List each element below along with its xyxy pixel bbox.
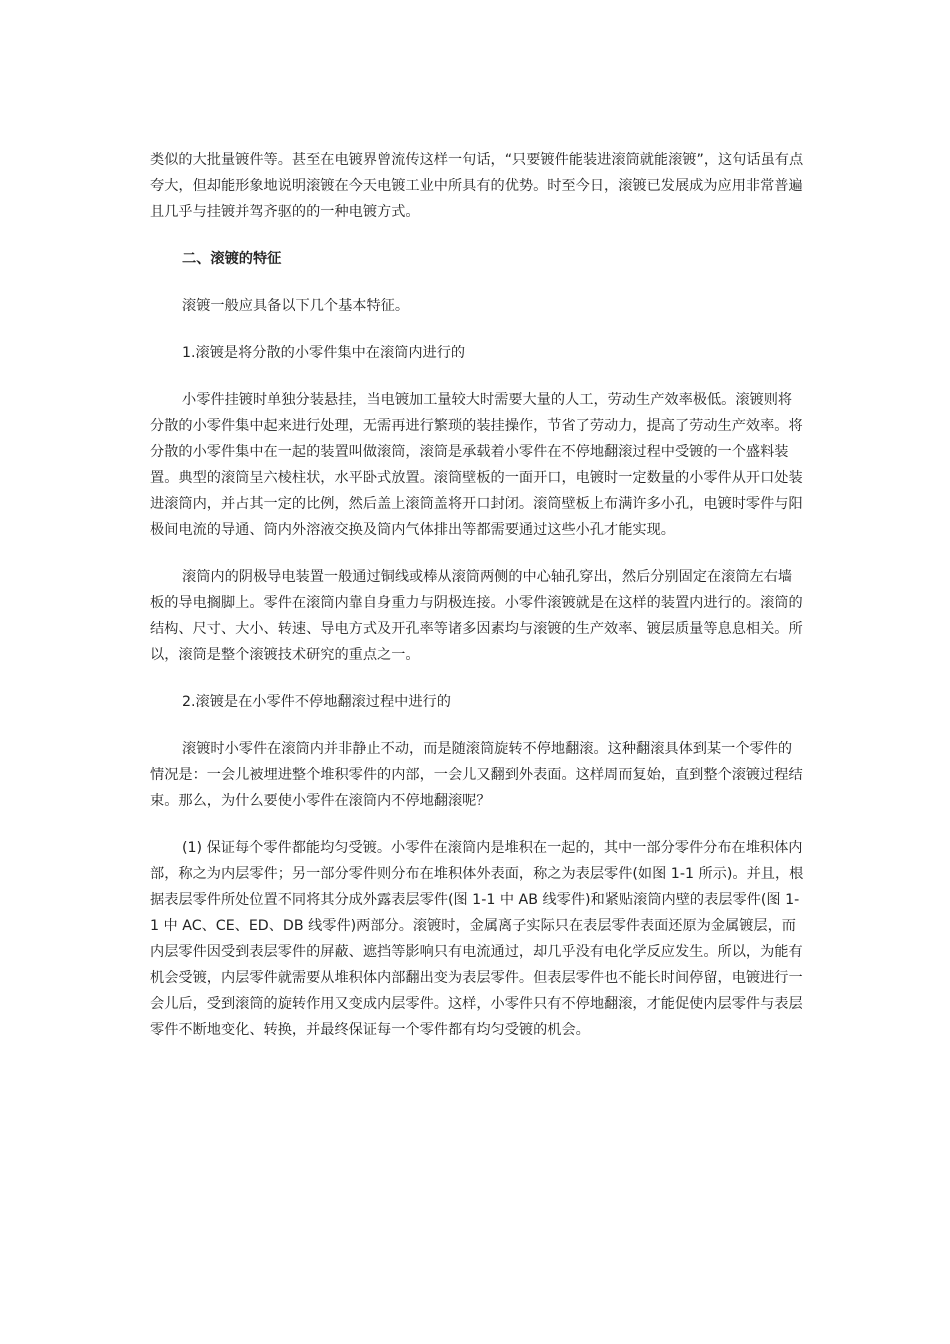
- intro-paragraph: 类似的大批量镀件等。甚至在电镀界曾流传这样一句话，“只要镀件能装进滚筒就能滚镀”，这句话虽有点夸大，但却能形象地说明滚镀在今天电镀工业中所具有的优势。时至今日，滚镀已发展成为应用非常普遍且几乎与挂镀并驾齐驱的的一种电镀方式。: [150, 152, 804, 220]
- feature-2-paragraph-1: 滚镀时小零件在滚筒内并非静止不动，而是随滚筒旋转不停地翻滚。这种翻滚具体到某一个零件的情况是：一会儿被埋进整个堆积零件的内部，一会儿又翻到外表面。这样周而复始，直到整个滚镀过程结束。那么，为什么要使小零件在滚筒内不停地翻滚呢？: [150, 741, 803, 809]
- feature-1-paragraph-2: 滚筒内的阴极导电装置一般通过铜线或棒从滚筒两侧的中心轴孔穿出，然后分别固定在滚筒左右墙板的导电搁脚上。零件在滚筒内靠自身重力与阴极连接。小零件滚镀就是在这样的装置内进行的。滚筒的结构、尺寸、大小、转速、导电方式及开孔率等诸多因素均与滚镀的生产效率、镀层质量等息息相关。所以，滚筒是整个滚镀技术研究的重点之一。: [150, 569, 803, 663]
- feature-2-title: 2.滚镀是在小零件不停地翻滚过程中进行的: [182, 694, 451, 710]
- section-heading: 二、滚镀的特征: [182, 251, 282, 267]
- feature-1-paragraph-1: 小零件挂镀时单独分装悬挂，当电镀加工量较大时需要大量的人工，劳动生产效率极低。滚镀则将分散的小零件集中起来进行处理，无需再进行繁琐的装挂操作，节省了劳动力，提高了劳动生产效率。将分散的小零件集中在一起的装置叫做滚筒，滚筒是承载着小零件在不停地翻滚过程中受镀的一个盛料装置。典型的滚筒呈六棱柱状，水平卧式放置。滚筒壁板的一面开口，电镀时一定数量的小零件从开口处装进滚筒内，并占其一定的比例，然后盖上滚筒盖将开口封闭。滚筒壁板上布满许多小孔，电镀时零件与阳极间电流的导通、筒内外溶液交换及筒内气体排出等都需要通过这些小孔才能实现。: [150, 392, 803, 538]
- features-intro-paragraph: 滚镀一般应具备以下几个基本特征。: [182, 298, 410, 314]
- feature-2-paragraph-2: (1) 保证每个零件都能均匀受镀。小零件在滚筒内是堆积在一起的，其中一部分零件分布在堆积体内部，称之为内层零件；另一部分零件则分布在堆积体外表面，称之为表层零件(如图 1-1 所示)。并且，根据表层零件所处位置不同将其分成外露表层零件(图 1-1 中 AB 线零件)和紧贴滚筒内壁的表层零件(图 1-1 中 AC、CE、ED、DB 线零件)两部分。滚镀时，金属离子实际只在表层零件表面还原为金属镀层，而内层零件因受到表层零件的屏蔽、遮挡等影响只有电流通过，却几乎没有电化学反应发生。所以，为能有机会受镀，内层零件就需要从堆积体内部翻出变为表层零件。但表层零件也不能长时间停留，电镀进行一会儿后，受到滚筒的旋转作用又变成内层零件。这样，小零件只有不停地翻滚，才能促使内层零件与表层零件不断地变化、转换，并最终保证每一个零件都有均匀受镀的机会。: [150, 840, 804, 1038]
- feature-1-title: 1.滚镀是将分散的小零件集中在滚筒内进行的: [182, 345, 466, 361]
- document-body: [150, 147, 806, 1043]
